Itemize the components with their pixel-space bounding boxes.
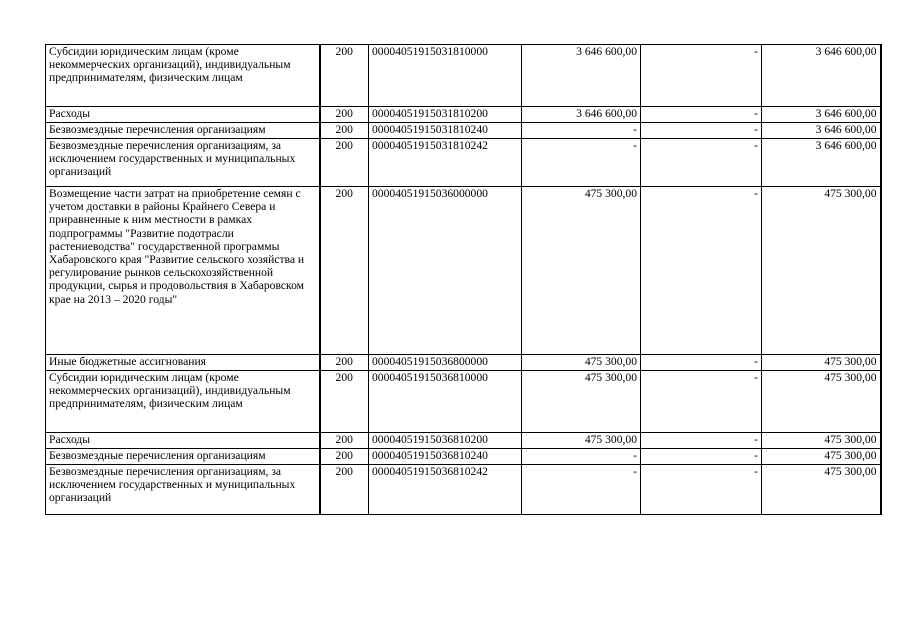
row-name: Безвозмездные перечисления организациям, за исключением государственных и муниципальных организаций <box>46 139 320 187</box>
row-name: Расходы <box>46 433 320 449</box>
row-executed: - <box>641 107 762 123</box>
row-executed: - <box>641 449 762 465</box>
row-name: Субсидии юридическим лицам (кроме некоммерческих организаций), индивидуальным предпринимателям, физическим лицам <box>46 45 320 107</box>
row-admin-code: 200 <box>320 433 369 449</box>
table-row <box>46 45 881 107</box>
row-name: Расходы <box>46 107 320 123</box>
row-budget-code: 00004051915036810000 <box>369 371 522 433</box>
row-name: Иные бюджетные ассигнования <box>46 355 320 371</box>
row-remaining: 475 300,00 <box>762 465 881 515</box>
row-budget-code: 00004051915036800000 <box>369 355 522 371</box>
row-executed: - <box>641 123 762 139</box>
row-executed: - <box>641 433 762 449</box>
row-executed: - <box>641 355 762 371</box>
table-row <box>46 465 881 515</box>
row-budget-code: 00004051915031810200 <box>369 107 522 123</box>
row-approved: 475 300,00 <box>522 355 641 371</box>
row-budget-code: 00004051915036810242 <box>369 465 522 515</box>
row-approved: - <box>522 465 641 515</box>
row-budget-code: 00004051915031810000 <box>369 45 522 107</box>
row-name: Безвозмездные перечисления организациям <box>46 123 320 139</box>
row-budget-code: 00004051915036810200 <box>369 433 522 449</box>
row-approved: 475 300,00 <box>522 371 641 433</box>
row-admin-code: 200 <box>320 465 369 515</box>
budget-execution-table <box>45 44 882 515</box>
row-remaining: 3 646 600,00 <box>762 123 881 139</box>
row-remaining: 475 300,00 <box>762 433 881 449</box>
row-name: Безвозмездные перечисления организациям <box>46 449 320 465</box>
row-admin-code: 200 <box>320 371 369 433</box>
row-name: Возмещение части затрат на приобретение семян с учетом доставки в районы Крайнего Севера и приравненные к ним местности в рамках подпрограммы "Развитие подотрасли растениеводства" государственной программы Хабаровского края "Развитие сельского хозяйства и регулирование рынков сельскохозяйственной продукции, сырья и продовольствия в Хабаровском крае на 2013 – 2020 годы" <box>46 187 320 355</box>
row-admin-code: 200 <box>320 139 369 187</box>
row-executed: - <box>641 465 762 515</box>
row-remaining: 475 300,00 <box>762 371 881 433</box>
row-approved: 475 300,00 <box>522 187 641 355</box>
table-row <box>46 123 881 139</box>
row-admin-code: 200 <box>320 449 369 465</box>
table-row <box>46 449 881 465</box>
table-row <box>46 107 881 123</box>
row-name: Субсидии юридическим лицам (кроме некоммерческих организаций), индивидуальным предпринимателям, физическим лицам <box>46 371 320 433</box>
row-executed: - <box>641 187 762 355</box>
row-approved: 3 646 600,00 <box>522 107 641 123</box>
row-approved: 3 646 600,00 <box>522 45 641 107</box>
row-executed: - <box>641 371 762 433</box>
row-approved: 475 300,00 <box>522 433 641 449</box>
row-admin-code: 200 <box>320 45 369 107</box>
row-budget-code: 00004051915031810242 <box>369 139 522 187</box>
row-remaining: 475 300,00 <box>762 449 881 465</box>
row-remaining: 3 646 600,00 <box>762 139 881 187</box>
table-row <box>46 371 881 433</box>
row-executed: - <box>641 139 762 187</box>
row-name: Безвозмездные перечисления организациям, за исключением государственных и муниципальных организаций <box>46 465 320 515</box>
row-budget-code: 00004051915036000000 <box>369 187 522 355</box>
row-approved: - <box>522 123 641 139</box>
row-approved: - <box>522 139 641 187</box>
table-row <box>46 433 881 449</box>
row-approved: - <box>522 449 641 465</box>
table-row <box>46 139 881 187</box>
table-row <box>46 187 881 355</box>
row-budget-code: 00004051915036810240 <box>369 449 522 465</box>
table-row <box>46 355 881 371</box>
row-admin-code: 200 <box>320 107 369 123</box>
row-admin-code: 200 <box>320 187 369 355</box>
row-remaining: 3 646 600,00 <box>762 45 881 107</box>
row-admin-code: 200 <box>320 123 369 139</box>
row-remaining: 475 300,00 <box>762 187 881 355</box>
row-budget-code: 00004051915031810240 <box>369 123 522 139</box>
row-remaining: 3 646 600,00 <box>762 107 881 123</box>
row-remaining: 475 300,00 <box>762 355 881 371</box>
row-admin-code: 200 <box>320 355 369 371</box>
row-executed: - <box>641 45 762 107</box>
